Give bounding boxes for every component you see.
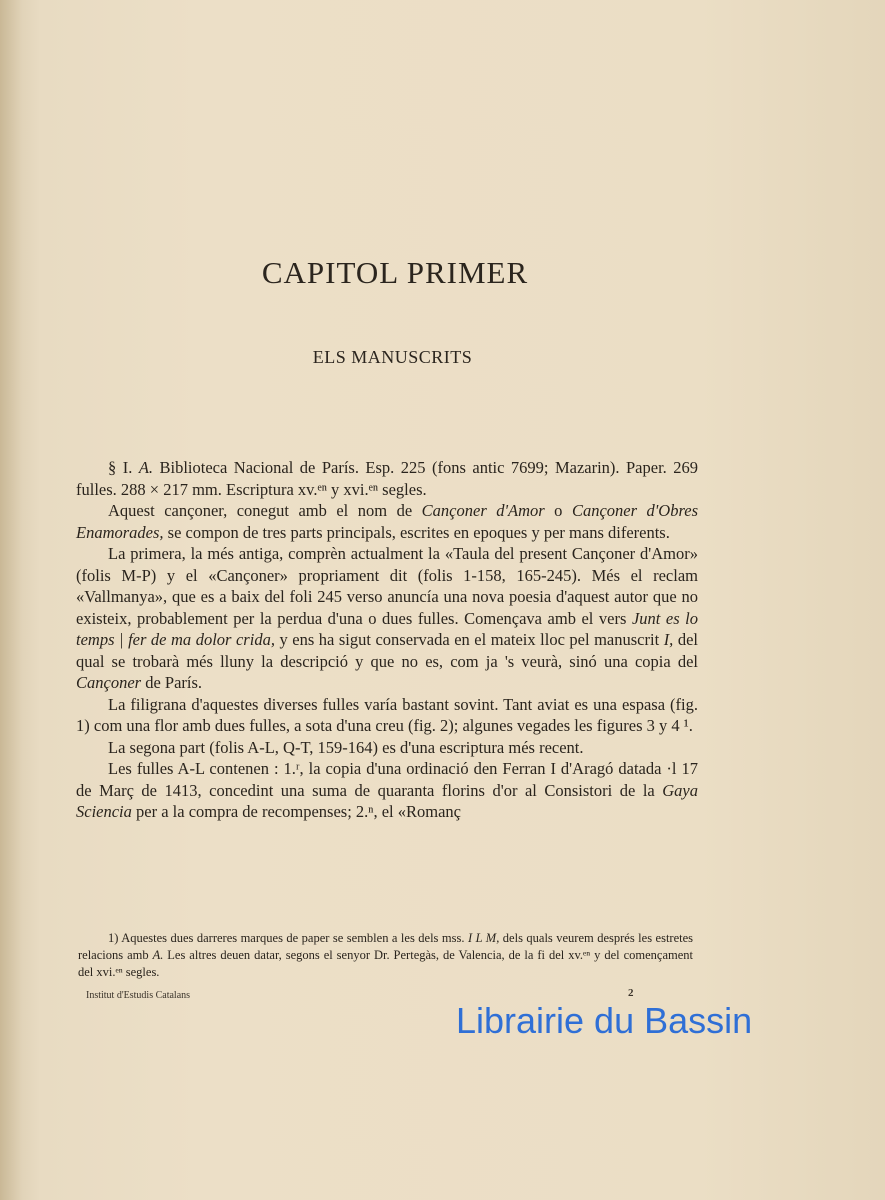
signature-mark: 2 bbox=[628, 987, 634, 999]
italic-text: I, bbox=[663, 630, 674, 649]
italic-text: Cançoner bbox=[76, 673, 142, 692]
italic-text: Gaya Sciencia bbox=[76, 780, 698, 821]
italic-text: I L M, bbox=[467, 931, 500, 945]
paragraph-1 bbox=[76, 457, 698, 500]
paragraph-text: del qual se trobarà més lluny la descripció y que no es, com ja 's veurà, sinó una copia del bbox=[76, 630, 698, 671]
paragraph-text: La segona part (folis A-L, Q-T, 159-164) es d'una escriptura més recent. bbox=[108, 737, 584, 757]
italic-text: A. bbox=[152, 948, 164, 962]
paragraph-text: Aquest cançoner, conegut amb el nom de bbox=[108, 501, 422, 520]
paragraph-4 bbox=[76, 694, 698, 737]
paragraph-text: y ens ha sigut conservada en el mateix lloc pel manuscrit bbox=[274, 630, 664, 649]
paragraph-text: o bbox=[544, 501, 572, 520]
paragraph-text: se compon de tres parts principals, escrites en epoques y per mans diferents. bbox=[163, 522, 670, 542]
footnote bbox=[78, 930, 693, 981]
italic-text: Junt es lo temps | fer de ma dolor crida, bbox=[76, 608, 698, 649]
paragraph-text: La primera, la més antiga, comprèn actualment la «Taula del present Cançoner d'Amor» (folis M-P) y el «Cançoner» propriament dit (folis 1-158, 165-245). Més el reclam «Vallmanya», que es a baix del foli 245 verso anuncía una nova poesia d'aquest autor que no existeix, probablement per la perdua d'una o dues fulles. Començava amb el vers bbox=[76, 544, 698, 628]
paragraph-text: de París. bbox=[141, 673, 203, 692]
footnote-part: 1) Aquestes dues darreres marques de paper se semblen a les dels mss. bbox=[108, 931, 468, 945]
italic-text: Cançoner d'Obres Enamorades, bbox=[76, 501, 699, 542]
paragraph-6 bbox=[76, 758, 698, 823]
paragraph-3 bbox=[76, 543, 698, 694]
italic-text: Cançoner d'Amor bbox=[421, 501, 545, 520]
paragraph-text: Biblioteca Nacional de París. Esp. 225 (fons antic 7699; Mazarin). Paper. 269 fulles. 288 × 217 mm. Escriptura xv.ᵉⁿ y xvi.ᵉⁿ segles. bbox=[76, 458, 699, 499]
section-mark: § I. bbox=[108, 458, 139, 477]
body-text bbox=[76, 457, 698, 823]
footnote-part: Les altres deuen datar, segons el senyor Dr. Pertegàs, de Valencia, de la fi del xv.ᵉⁿ y del començament del xvi.ᵉⁿ segles. bbox=[78, 948, 693, 979]
footnote-part: dels quals veurem després les estretes relacions amb bbox=[78, 931, 694, 962]
paragraph-2 bbox=[76, 500, 698, 543]
manuscript-siglum: A. bbox=[138, 458, 154, 477]
publisher-line: Institut d'Estudis Catalans bbox=[86, 990, 191, 1001]
footnote-text bbox=[78, 930, 693, 981]
paragraph-text: per a la compra de recompenses; 2.ⁿ, el «Romanç bbox=[131, 802, 462, 821]
page-gutter bbox=[0, 0, 22, 1200]
paragraph-text: Les fulles A-L contenen : 1.ʳ, la copia d'una ordinació den Ferran I d'Aragó datada ·l 17 de Març de 1413, concedint una suma de quaranta florins d'or al Consistori de la bbox=[76, 759, 698, 800]
paragraph-text: La filigrana d'aquestes diverses fulles varía bastant sovint. Tant aviat es una espasa (fig. 1) com una flor amb dues fulles, a sota d'una creu (fig. 2); algunes vegades les figures 3 y 4 ¹. bbox=[76, 694, 698, 735]
chapter-title: CAPITOL PRIMER bbox=[261, 255, 529, 290]
seller-watermark: Librairie du Bassin bbox=[456, 1000, 753, 1041]
chapter-subtitle: ELS MANUSCRITS bbox=[312, 347, 473, 367]
paragraph-5 bbox=[76, 737, 698, 759]
